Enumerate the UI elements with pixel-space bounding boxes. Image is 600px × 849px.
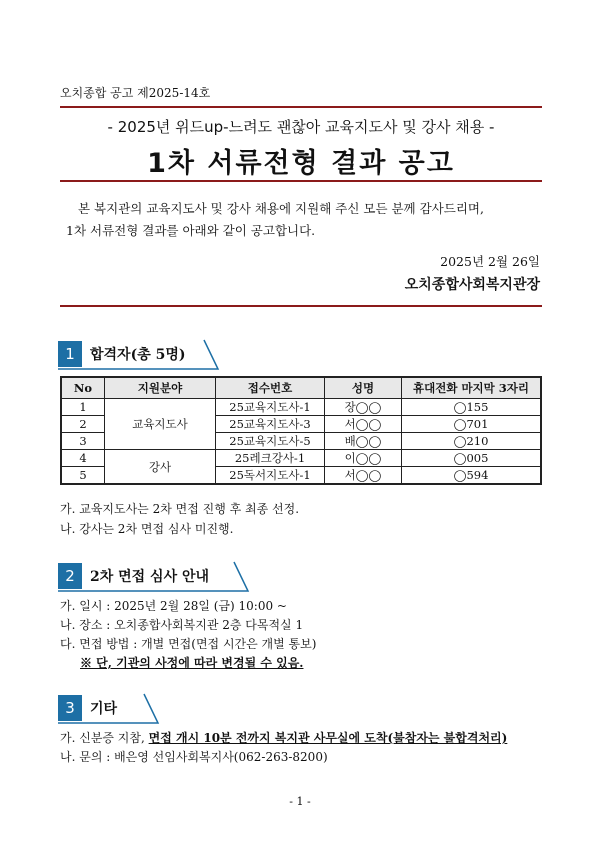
col-header-field: 지원분야 (105, 377, 216, 399)
table-header-row (61, 377, 541, 399)
page-title: 1차 서류전형 결과 공고 (147, 148, 455, 179)
subtitle: - 2025년 위드up-느려도 괜찮아 교육지도사 및 강사 채용 - (107, 118, 495, 136)
section-number: 2 (58, 563, 82, 589)
cell-phone: ◯155 (402, 399, 542, 416)
interview-method: 다. 면접 방법 : 개별 면접(면접 시간은 개별 통보) (60, 637, 317, 651)
cell-receipt: 25레크강사-1 (216, 450, 325, 467)
table-row (61, 399, 541, 416)
cell-no: 5 (61, 467, 105, 485)
cell-phone: ◯594 (402, 467, 542, 485)
cell-name: 서◯◯ (325, 467, 402, 485)
change-warning: ※ 단, 기관의 사정에 따라 변경될 수 있음. (80, 656, 304, 670)
intro-text (66, 198, 540, 242)
cell-receipt: 25독서지도사-1 (216, 467, 325, 485)
title-box (60, 106, 542, 182)
section-title: 2차 면접 심사 안내 (90, 569, 210, 585)
col-header-receipt: 접수번호 (216, 377, 325, 399)
section-title: 기타 (90, 701, 118, 717)
cell-field: 강사 (105, 450, 216, 485)
section-number: 1 (58, 341, 82, 367)
table-row (61, 450, 541, 467)
etc-item-1-emphasis: 면접 개시 10분 전까지 복지관 사무실에 도착(불참자는 불합격처리) (148, 731, 508, 745)
divider (60, 305, 542, 307)
cell-phone: ◯210 (402, 433, 542, 450)
interview-place: 나. 장소 : 오치종합사회복지관 2층 다목적실 1 (60, 618, 304, 632)
result-table (60, 376, 542, 485)
page-number: - 1 - (289, 795, 311, 808)
section-2-header (58, 560, 258, 590)
section-3-header (58, 692, 188, 722)
cell-phone: ◯005 (402, 450, 542, 467)
etc-item-1 (60, 729, 507, 746)
section-1-note-1: 가. 교육지도사는 2차 면접 진행 후 최종 선정. (60, 502, 300, 516)
cell-receipt: 25교육지도사-3 (216, 416, 325, 433)
cell-name: 서◯◯ (325, 416, 402, 433)
cell-receipt: 25교육지도사-5 (216, 433, 325, 450)
signature: 오치종합사회복지관장 (404, 277, 540, 293)
intro-line-1: 본 복지관의 교육지도사 및 강사 채용에 지원해 주신 모든 분께 감사드리며, (78, 201, 484, 216)
cell-no: 3 (61, 433, 105, 450)
announcement-date: 2025년 2월 26일 (440, 254, 540, 269)
section-title: 합격자(총 5명) (90, 347, 186, 363)
cell-no: 4 (61, 450, 105, 467)
section-number: 3 (58, 695, 82, 721)
interview-date: 가. 일시 : 2025년 2월 28일 (금) 10:00 ~ (60, 599, 287, 613)
cell-name: 배◯◯ (325, 433, 402, 450)
section-1-note-2: 나. 강사는 2차 면접 심사 미진행. (60, 522, 234, 536)
cell-name: 이◯◯ (325, 450, 402, 467)
cell-name: 장◯◯ (325, 399, 402, 416)
intro-line-2: 1차 서류전형 결과를 아래와 같이 공고합니다. (66, 223, 316, 238)
etc-item-1-prefix: 가. 신분증 지참, (60, 731, 149, 745)
announcement-number: 오치종합 공고 제2025-14호 (60, 86, 211, 100)
cell-phone: ◯701 (402, 416, 542, 433)
etc-item-2: 나. 문의 : 배은영 선임사회복지사(062-263-8200) (60, 750, 328, 764)
cell-no: 2 (61, 416, 105, 433)
cell-field: 교육지도사 (105, 399, 216, 450)
cell-receipt: 25교육지도사-1 (216, 399, 325, 416)
col-header-phone: 휴대전화 마지막 3자리 (402, 377, 542, 399)
col-header-name: 성명 (325, 377, 402, 399)
cell-no: 1 (61, 399, 105, 416)
col-header-no: No (61, 377, 105, 399)
section-1-header (58, 338, 228, 368)
